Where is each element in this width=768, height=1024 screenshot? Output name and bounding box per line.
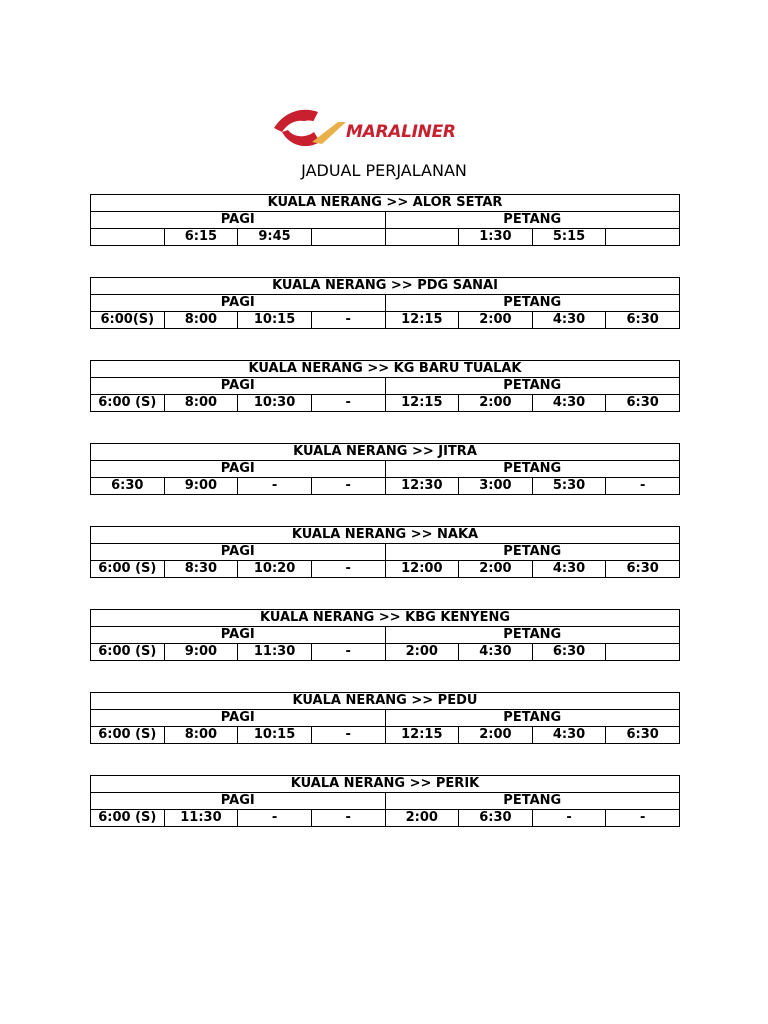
- pagi-time-cell: 9:00: [164, 478, 238, 495]
- route-name: KUALA NERANG >> PERIK: [91, 776, 680, 793]
- petang-time-cell: 2:00: [459, 561, 533, 578]
- petang-time-cell: 6:30: [606, 395, 680, 412]
- pagi-time-cell: 6:00(S): [91, 312, 165, 329]
- petang-time-cell: 6:30: [532, 644, 606, 661]
- petang-time-cell: -: [606, 810, 680, 827]
- petang-time-cell: 6:30: [606, 727, 680, 744]
- petang-time-cell: 1:30: [459, 229, 533, 246]
- route-name: KUALA NERANG >> ALOR SETAR: [91, 195, 680, 212]
- pagi-time-cell: 8:30: [164, 561, 238, 578]
- pagi-time-cell: 6:15: [164, 229, 238, 246]
- pagi-time-cell: -: [311, 395, 385, 412]
- petang-time-cell: 4:30: [532, 727, 606, 744]
- pagi-time-cell: -: [311, 312, 385, 329]
- petang-time-cell: 4:30: [532, 395, 606, 412]
- pagi-time-cell: 6:00 (S): [91, 644, 165, 661]
- pagi-time-cell: 8:00: [164, 727, 238, 744]
- route-table: [90, 360, 680, 412]
- pagi-header: PAGI: [91, 378, 386, 395]
- time-row: [91, 229, 680, 246]
- petang-header: PETANG: [385, 378, 680, 395]
- route-name: KUALA NERANG >> JITRA: [91, 444, 680, 461]
- pagi-time-cell: -: [311, 810, 385, 827]
- pagi-time-cell: 10:20: [238, 561, 312, 578]
- pagi-time-cell: 8:00: [164, 312, 238, 329]
- petang-header: PETANG: [385, 461, 680, 478]
- pagi-time-cell: -: [311, 561, 385, 578]
- pagi-time-cell: -: [311, 644, 385, 661]
- pagi-time-cell: 6:00 (S): [91, 810, 165, 827]
- pagi-header: PAGI: [91, 295, 386, 312]
- pagi-header: PAGI: [91, 793, 386, 810]
- route-name: KUALA NERANG >> PDG SANAI: [91, 278, 680, 295]
- petang-header: PETANG: [385, 710, 680, 727]
- petang-time-cell: 6:30: [606, 561, 680, 578]
- pagi-header: PAGI: [91, 710, 386, 727]
- petang-time-cell: [385, 229, 459, 246]
- pagi-time-cell: 10:30: [238, 395, 312, 412]
- pagi-time-cell: 10:15: [238, 727, 312, 744]
- route-table: [90, 775, 680, 827]
- petang-time-cell: 5:30: [532, 478, 606, 495]
- pagi-time-cell: 9:00: [164, 644, 238, 661]
- petang-time-cell: 5:15: [532, 229, 606, 246]
- petang-time-cell: 2:00: [385, 810, 459, 827]
- route-name: KUALA NERANG >> KBG KENYENG: [91, 610, 680, 627]
- route-name: KUALA NERANG >> NAKA: [91, 527, 680, 544]
- petang-time-cell: [606, 229, 680, 246]
- petang-time-cell: 12:00: [385, 561, 459, 578]
- petang-time-cell: -: [532, 810, 606, 827]
- pagi-time-cell: -: [311, 727, 385, 744]
- time-row: [91, 395, 680, 412]
- pagi-time-cell: 6:30: [91, 478, 165, 495]
- pagi-time-cell: 8:00: [164, 395, 238, 412]
- petang-time-cell: 6:30: [606, 312, 680, 329]
- pagi-header: PAGI: [91, 212, 386, 229]
- time-row: [91, 478, 680, 495]
- petang-header: PETANG: [385, 627, 680, 644]
- petang-time-cell: 2:00: [459, 395, 533, 412]
- petang-time-cell: 12:15: [385, 727, 459, 744]
- route-name: KUALA NERANG >> KG BARU TUALAK: [91, 361, 680, 378]
- pagi-header: PAGI: [91, 461, 386, 478]
- time-row: [91, 561, 680, 578]
- pagi-time-cell: 6:00 (S): [91, 727, 165, 744]
- maraliner-emblem-icon: [272, 106, 350, 152]
- route-name: KUALA NERANG >> PEDU: [91, 693, 680, 710]
- pagi-header: PAGI: [91, 544, 386, 561]
- route-table: [90, 526, 680, 578]
- petang-time-cell: 2:00: [459, 727, 533, 744]
- pagi-time-cell: 9:45: [238, 229, 312, 246]
- route-table: [90, 277, 680, 329]
- petang-time-cell: 12:30: [385, 478, 459, 495]
- petang-time-cell: 2:00: [459, 312, 533, 329]
- pagi-time-cell: [91, 229, 165, 246]
- pagi-time-cell: 6:00 (S): [91, 395, 165, 412]
- route-table: [90, 609, 680, 661]
- time-row: [91, 727, 680, 744]
- pagi-time-cell: [311, 229, 385, 246]
- petang-time-cell: 12:15: [385, 395, 459, 412]
- petang-header: PETANG: [385, 544, 680, 561]
- page-title: JADUAL PERJALANAN: [301, 161, 467, 180]
- pagi-time-cell: 10:15: [238, 312, 312, 329]
- brand-name: MARALINER: [346, 122, 456, 142]
- pagi-time-cell: 11:30: [238, 644, 312, 661]
- petang-time-cell: 3:00: [459, 478, 533, 495]
- petang-time-cell: 4:30: [459, 644, 533, 661]
- petang-header: PETANG: [385, 793, 680, 810]
- time-row: [91, 644, 680, 661]
- pagi-time-cell: -: [238, 810, 312, 827]
- petang-time-cell: -: [606, 478, 680, 495]
- route-table: [90, 692, 680, 744]
- pagi-time-cell: 11:30: [164, 810, 238, 827]
- petang-time-cell: 4:30: [532, 312, 606, 329]
- pagi-time-cell: -: [238, 478, 312, 495]
- petang-time-cell: 12:15: [385, 312, 459, 329]
- pagi-header: PAGI: [91, 627, 386, 644]
- petang-time-cell: 4:30: [532, 561, 606, 578]
- route-table: [90, 443, 680, 495]
- petang-time-cell: [606, 644, 680, 661]
- petang-header: PETANG: [385, 295, 680, 312]
- maraliner-logo: [272, 106, 482, 152]
- petang-time-cell: 6:30: [459, 810, 533, 827]
- petang-time-cell: 2:00: [385, 644, 459, 661]
- petang-header: PETANG: [385, 212, 680, 229]
- route-table: [90, 194, 680, 246]
- pagi-time-cell: 6:00 (S): [91, 561, 165, 578]
- time-row: [91, 810, 680, 827]
- time-row: [91, 312, 680, 329]
- pagi-time-cell: -: [311, 478, 385, 495]
